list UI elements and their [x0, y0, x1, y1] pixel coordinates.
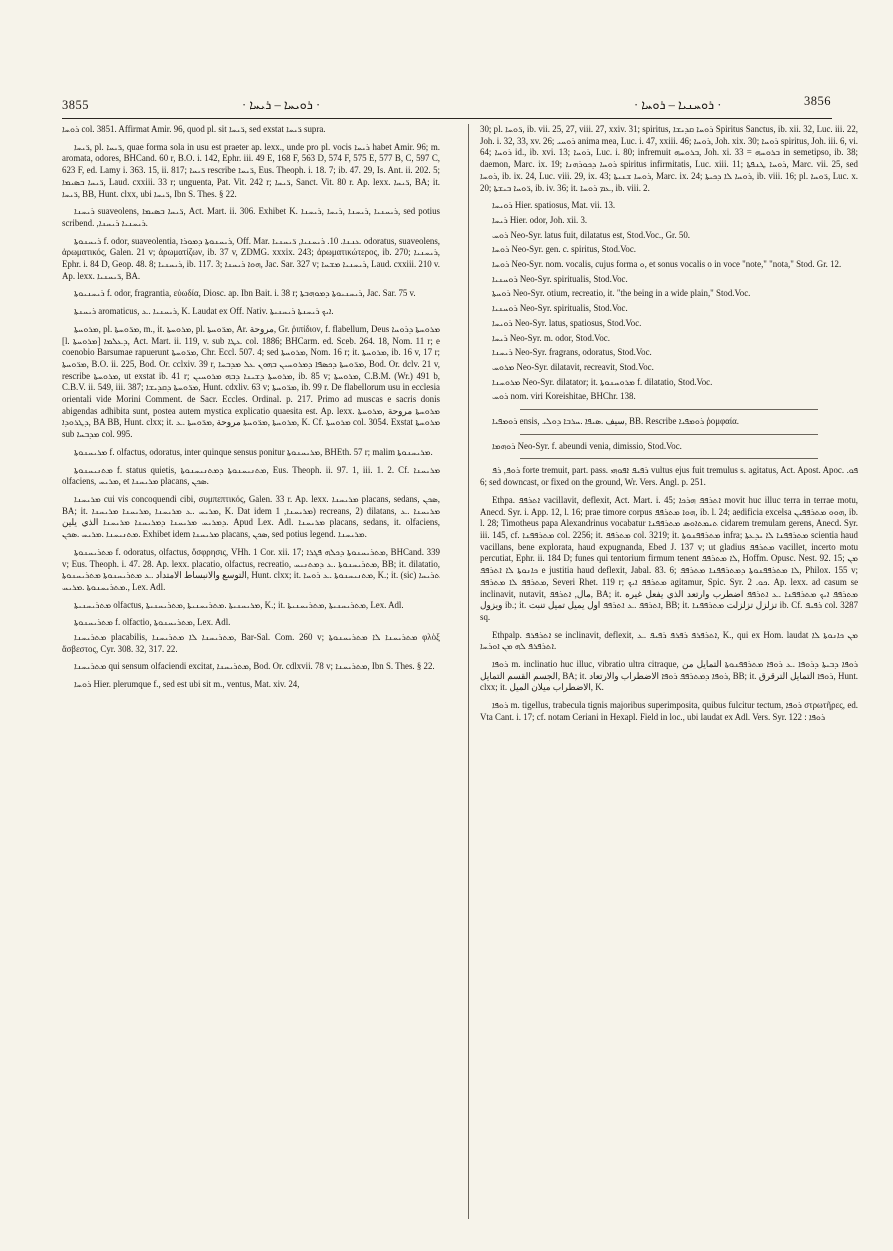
- entry: ܪܘܝܚܐ Hier. spatiosus, Mat. vii. 13.: [492, 200, 616, 211]
- running-title-left: · ܪܘܝܚܐ – ܪܝܚܐ ·: [242, 98, 321, 112]
- entry: ܡܬܪܝܚܢܐ qui sensum olfaciendi excitat, ܡܬܪܝܚܢܐ, Bod. Or. cdlxvii. 78 v; ܡܬܪܝܚܢܐ, Ibn S. Thes. § 22.: [74, 661, 435, 672]
- entry: ܪܘܚ Neo-Syr. latus fuit, dilatatus est, Stod.Voc., Gr. 50.: [492, 229, 690, 240]
- entry: ܪܘܚܢܝܐ Neo-Syr. spiritualis, Stod.Voc.: [492, 273, 628, 284]
- right-column: [480, 124, 858, 730]
- running-title-right: · ܪܘܚܢܝܐ – ܪܘܚܐ ·: [634, 98, 722, 112]
- page-number-right: 3856: [804, 94, 831, 108]
- entry: ܡܪܘܚܬܐ, pl. ܡܪ̈ܘܚܬܐ, m., it. ܡܪܘܚܬܐ, pl. ܡܪ̈ܘܚܬܐ, Ar. مروحة, Gr. ῥιπίδιον, f. flabellum, Deus ܡܪܘܚܬܐ ܕܪܘܚܐ [l. ܡܪܘܚܬܐ] ܕܥܠܡܐ, Act. Mart. ii. 119, v. sub ܥܛܐ col. 1886; BHCarm. ed. Sceb. 264. 18, Nom. 11 r; e coenobio Barsumae rapuerunt ܡܪ̈ܘܚܬܐ, Chr. Eccl. 507. 4; sed ܡܪܘܚܬܐ, Nom. 16 r; it. ܡܪܘܚܬܐ, ib. 16 v, 17 r; ܡܪ̈ܘܚܬܐ, B.O. ii. 225, Bod. Or. cclxiv. 39 r, ܡܪ̈ܘܚܬܐ ܕܟܣܦܐ ܕܡܪܘܚܝܢ ܒܗܘܢ ܥܠ ܡܕܒܚܐ, Bod. Or. dclv. 21 v, rescribe ܡܪܘܚܬܐ, ut exstat ib. 41 r; ܡܪܘܚܬܐ ܕܫܝܢܐ ܕܒܗ ܡܪܘܚܝܢ, ib. 85 v; ܡܪܘܚܬܐ, C.B.M. (Wr.) 491 b, C.B.V. ii. 549, iii. 387; ܡܪ̈ܘܚܬܐ ܕܩܕܝܫܐ, Hunt. cdxliv. 63 v; ܡܪ̈ܘܚܬܐ, ib. 99 r. De flabellorum usu in ecclesia orientali vide Morini Comment. de Sacr. Eccles. Ordinal. p. 217. Primo ad muscas e sacris donis abigendas adhibita sunt, postea autem mystica explicatio quaesita est. Ap. lexx. ܡܪܘܚܬܐ مروحة ,ܡܪܘܚܬܐ ܕܛܪܘܕܐ, BA BB, Hunt. clxx; it. ܡܪܘܚܬܐ ,ܡܪ̈ܘܚܬܐ مروحة ,ܡܪ̈ܘܚܬܐ .ܥ, K. Cf. ܡܪܘܚܬܐ col. 3054. Exstat ܡܪܘܚܬܐ sub ܡܕܒܚܐ col. 995.: [62, 323, 441, 440]
- entry: ܪܝܚܐ Hier. odor, Joh. xii. 3.: [492, 214, 588, 225]
- entry: ܪܘܦܐ m. inclinatio huc illuc, vibratio ultra citraque, ܪܘܦܐ ܕܒܝܬܐ ܕܪܘܦܐ .ܥ ܪܘܦܐ ܡܬܪܦܦܢܘܬܐ التمايل من الجسم القسم التمايل, BA; it. ܪܘܦܐ ܕܡܬܪܦܦ ܪܘܦܐ الاضطراب والارتعاد, BB; it. ܪܘܦܐ التمايل الترقرق, Hunt. clxx; it. الاضطراب ميلان الميل, K.: [480, 659, 858, 693]
- column-divider: [468, 124, 469, 1219]
- entry: ܪ̈ܝܚܐ, pl. ܪ̈ܝܚܐ, quae forma sola in usu est praeter ap. lexx., unde pro pl. vocis ܪܝܚܐ habet Amir. 96; m. aromata, odores, BHCand. 60 r, B.O. i. 142, Ephr. iii. 49 E, 168 F, 563 D, 574 F, 575 E, 577 B, C, 597 C, 623 F, ed. Lamy i. 363. 15, ii. 817; ܪ̈ܝܚܐ rescribe ܪ̈ܝܚܐ, Eus. Theoph. i. 18. 7; ib. 47. 29, Is. Ant. ii. 202. 5; ܪ̈ܝܚܐ ܒܣܝܡܐ, Laud. cxxiii. 33 r; unguenta, Pat. Vit. 242 r; ܪ̈ܝܚܐ, Sanct. Vit. 80 r. Ap. lexx. ܪ̈ܝܚܐ, BA; it. ܪ̈ܝܚܐ, BB, Hunt. clxx, ubi ܪ̈ܝܚܐ, Ibn S. Thes. § 22.: [62, 141, 441, 199]
- entry: ܡܬܪܝܚܢܘܬܐ f. olfactio, ܡܬܪܝܚܢܘܬܐ, Lex. Adl.: [74, 617, 231, 628]
- entry: ܪܘܚܐ Neo-Syr. nom. vocalis, cujus forma ܘ, et sonus vocalis o in voce "note," "nota," Stod. Gr. 12.: [492, 259, 842, 270]
- entry: ܡܪܘܚ Neo-Syr. dilatavit, recreavit, Stod.Voc.: [492, 361, 654, 372]
- entry: ܡܪܝܚܢܘܬܐ f. olfactus, odoratus, inter quinque sensus ponitur ܡܪܝܚܢܘܬܐ, BHEth. 57 r; malim ܡܪܝܚܢܘܬܐ.: [74, 446, 433, 457]
- section-rule: [520, 434, 818, 435]
- entry: Ethpalp. ܐܬܪܦܪܦ se inclinavit, deflexit, ܐܬܪܦܪܦ ܪܦܪܦ ܪܦܝܦ .ܥ, K., qui ex Hom. laudat ܡܢ ܟܐܢܘܬܐ ܠܐ ܐܬܪܦܪܦ ܠܗ ܡܢ ܐܘܪܚܐ.: [480, 629, 858, 652]
- entry: ܪܘܚܢܝܐ Neo-Syr. spiritualis, Stod.Voc.: [492, 303, 628, 314]
- section-rule: [520, 409, 818, 410]
- entry: ܪܘܚܐ Hier. plerumque f., sed est ubi sit m., ventus, Mat. xiv. 24,: [74, 679, 300, 690]
- left-column: [62, 124, 440, 697]
- entry: ܪܝܚܢܐ Neo-Syr. fragrans, odoratus, Stod.Voc.: [492, 347, 652, 358]
- entry: ܪܝܚܢܝܘܬܐ f. odor, fragrantia, εὐωδία, Diosc. ap. Ibn Bait. i. 38 r; ܪܝܚܢܝܘܬܐ ܕܡܘܗܒܬܐ, Jac. Sar. 75 v.: [74, 288, 416, 299]
- entry: 30; pl. ܪ̈ܘܚܐ, ib. vii. 25, 27, viii. 27, xxiv. 31; spiritus, ܪܘܚܐ ܩܕܝܫܐ Spiritus Sanctus, ib. xii. 32, Luc. iii. 22, Joh. i. 32, 33, xv. 26; ܪܘܚܝ anima mea, Luc. i. 47, xxiii. 46; ܪܘܚܐ, Joh. xix. 30; ܪܘܚܐ spiritus, Joh. iii. 6, vi. 64; ܪܘܚܐ id., ib. xvi. 13; ܪܘܚܐ, Luc. i. 80; infremuit ܒܪܘܚܗ, Joh. xi. 33 = ܒܪܘܚܗ in semetipso, ib. 38; daemon, Marc. ix. 19; ܪܘܚܐ ܕܟܘܪܗܢܐ spiritus infirmitatis, Luc. xiii. 11; ܪܘܚܐ ܛܢܦܬܐ, Marc. vii. 25, sed ܪܘܚܐ, ib. ix. 24, Luc. viii. 29, ix. 43; ܪܘܚܐ ܫܢܝܬܐ, Marc. ix. 24; ܪܘܚܐ ܠܐ ܕܟܝܬܐ, ib. viii. 16; pl. ܪ̈ܘܚܐ, Luc. x. 20; ܪ̈ܘܚܐ ܒܝܫܬܐ, ib. iv. 36; it. ܥܡ ܪܘܚܐ, ib. viii. 2.: [480, 124, 858, 193]
- entry: ܪܘܦ, ܪܦ forte tremuit, part. pass. ܪܦܝܦ ܐܦܘܗܝ vultus ejus fuit tremulus s. agitatus, Act. Apost. Apoc. ܦܘ. 6; sed downcast, or fixed on the ground, Wr. Vers. Angl. p. 251.: [480, 465, 858, 488]
- entry: ܪܘܝܚܐ Neo-Syr. latus, spatiosus, Stod.Voc.: [492, 317, 642, 328]
- entry: ܡܬܪܝܚܢܘܬܐ f. odoratus, olfactus, ὄσφρησις, VHh. 1 Cor. xii. 17; ܡܬܪܝܚܢܘܬܐ ܕܟܠܗ ܦܓܪܐ, BHCand. 339 v; Eus. Theoph. i. 47. 28. Ap. lexx. placatio, olfactus, recreatio, ܡܬܪܝܚܢܘܬܐ .ܥ ܕܡܬܢܝܚ, BB; it. dilatatio, التوسع والانبساط الامتداد .ܥ ܡܬܪܝܚܢܘܬܐ ܡܬܪܝܚܢܘܬܐ, Hunt. clxx; it. ܡܬܢܝܚܢܘܬܐ .ܥ ܪܘܚܐ, K.; it. (sic) ܬܪܝܚܐ .ܡܬܪܝܚܢܘܬܐ .ܡܪܝܚ, Lex. Adl.: [62, 546, 440, 592]
- entry: ܡܪܝܚܢܐ cui vis concoquendi cibi, συμπεπτικός, Galen. 33 r. Ap. lexx. ܡܪܝܚܢܐ placans, sedans, ܣܟܢ, BA; it. ܡܪܝܚ .ܥ ܡܪܝܚܢܐ ,ܡܪܝܚܢܐ ܡܪܝܚܢܐ, K. Dat idem ܡܪܝܚܢܐ, 1) recreans, 2) dilatans, ܡܪܝܚܢܐ .ܥ ܕܡܪܝܚ ܡܪܝܚܢܐ ܕܡܪܝܚܢܐ ܡܪܝܚܢܐ الذي يلين. Apud Lex. Adl. ܡܪܝܚܢܐ placans, sedans, it. olfaciens, ܡܬܢܝܚܢܐ .ܡܪܝܚ .ܣܟܢ. Exhibet idem ܡܪܝܚܢܐ placans, ܣܟܢ, sed potius legend. ܡܪܝܚܢܐ.: [62, 493, 440, 540]
- entry: ܪܝܚܢܘܬܐ f. odor, suaveolentia, ܪܝܚܢܘܬܐ ܕܡܘܪܐ, Off. Mar. ܥܢܢܐ. 10. ܪܝܚܢܝܐ, ܪ̈ܝܚܢܝܐ odoratus, suaveolens, ἀρωματικός, Galen. 21 v; ἀρωματίζων, ib. 37 v, ZDMG. xxxix. 243; ἀρωματικώτερος, ib. 270; ܪܝܚܢܝܐ, Ephr. i. 84 D, Geop. 48. 8; ܪܝܚܢܝܐ, ib. 117. 3; ܗܘܐ ܪܝܚܢܐ, Jac. Sar. 327 v; ܪܝܚܢܝܐ ܡܫܚܐ, Laud. cxxiii. 210 v. Ap. lexx. ܪ̈ܝܚܢܝܐ, BA.: [62, 235, 441, 281]
- entry: ܡܬܢܝܚܢܘܬܐ f. status quietis, ܡܬܢܝܚܢܘܬܐ ܕܡܬܢܝܚܢܘܬܐ, Eus. Theoph. ii. 97. 1, iii. 1. 2. Cf. ܡܪܝܚܢܐ olfaciens, ܡܪܝܚ, et ܡܪܝܚܢܐ placans, ܣܟܢ.: [62, 464, 441, 487]
- entry: ܡܬܪܝܚܢܝܬܐ olfactus, ܡܪܝܚܢܝܬܐ .ܡܬܪܝܚܢܝܬܐ ,ܡܬܪܝܚܢܝܬܐ, K.; it. ܡܬܪܝܚܢܝܬܐ ,ܡܬܪܝܚܢܝܬܐ, Lex. Adl.: [74, 599, 404, 610]
- entry: ܪܘܚܐ Neo-Syr. gen. c. spiritus, Stod.Voc.: [492, 244, 637, 255]
- entry: ܡܪܘܚܢܐ Neo-Syr. dilatator; it. ܡܪܘܚܢܘܬܐ f. dilatatio, Stod.Voc.: [492, 376, 713, 387]
- entry: ܪܘܗܡܐ Neo-Syr. f. abeundi venia, dimissio, Stod.Voc.: [492, 440, 682, 451]
- entry: ܪܘܦܐ m. tigellus, trabecula tignis majoribus superimposita, quibus fulcitur tectum, ܪܘܦܐ στρωτῆρες, ed. Vta Cant. i. 17; cf. notam Ceriani in Hexapl. Field in loc., ubi laudat ex Adl. Vers. Syr. 122 : ܪܘܦܐ: [480, 700, 858, 722]
- entry: Ethpa. ܐܬܪܦܦ vacillavit, deflexit, Act. Mart. i. 45; ܐܬܪܦܦ ܗܪܟܐ movit huc illuc terra in terrae motu, Anecd. Syr. i. App. 12, l. 16; prae timore corpus ܗܘܐ ܡܬܪܦܦ, ib. l. 24; aedificia excelsa ܗܘܘ ܡܬܪܦܦܝܢ, ib. l. 28; Timotheus papa Alexandrinus vocabatur ܬܝܡܬܐܘܣ ܡܬܪܦܦܢܐ cidarem tremulam gerens, Anecd. Syr. iii. 145, cf. ܡܬܪܦܦܢܐ col. 2256; it. ܡܬܪܦܦ col. 3219; it. ܡܬܪܦܦܢܘܬܐ infra; ܡܬܪܦܦܢܐ ܠܐ ܝܕܥܬܐ scientia haud vacillans, bene explorata, haud expugnanda, Ebed J. 137 v; ut gladius ܡܬܪܦܦ vacillet, incerto motu percutiat, Ephr. ii. 184 D; funes qui tentorium firmum tenent ܠܐ ܡܬܪܦܦ, Hoffm. Opusc. Nest. 92. 15; ܡܢ ܟܐܢܘܬܐ ܠܐ ܐܬܪܦܦ e justitia haud deflexit, Jabal. 83. 6; ܠܐ ܡܬܪܦܦܢܘܬܐ ܕܡܬܪܦܦܢܐ ܡܬܪܦܦ, Philox. 155 v; ܡܬܪܦܦ ܠܐ ܡܬܪܦܦ, Severi Rhet. 119 r; ܡܬܪܦܦ ܐܝܟ agitamur, Spic. Syr. ܟܘ. 2. Ap. lexx. ad casum se inclinavit, nutavit, مال, ܐܬܪܦܦ, BA; it. ܡܬܪܦܦ ܐܝܟ ܡܬܪܦܦܢܐ .ܥ ܐܬܪܦܦ اضطرب وارتعد الذي يفعل غيره ويزول ib.; it. ܐܬܪܦܦ .ܥ ܐܬܪܦܦ اول يميل تميل تنبت, BB; it. تزلزل تزلزلت ܡܬܪܦܦܢܐ ib. Cf. ܪܦܝܦ col. 3287 sq.: [480, 494, 859, 622]
- entry: ܡܬܪܝܚܢܐ placabilis, ܡܬܪܝܚܢܐ ܠܐ ܡܬܪܝܚܢܐ, Bar-Sal. Com. 260 v; ܡܬܪܝܚܢܐ ܠܐ ܡܬܪܝܚܢܘܬܐ φλὸξ ἄσβεστος, Cyr. 308. 32, 317. 22.: [62, 632, 440, 654]
- entry: ܪܘܚܐ col. 3851. Affirmat Amir. 96, quod pl. sit ܪ̈ܝܚܐ, sed exstat ܪ̈ܝܚܐ supra.: [62, 124, 326, 134]
- header-rule: [62, 118, 832, 119]
- entry: ܪܘܚܬܐ Neo-Syr. otium, recreatio, it. "the being in a wide plain," Stod.Voc.: [492, 288, 751, 299]
- entry: ܪܘܚ nom. viri Koreishitae, BHChr. 138.: [492, 391, 636, 402]
- entry: ܪܝܚܢܐ suaveolens, ܪ̈ܝܚܐ ܒܣܝܡܐ, Act. Mart. ii. 306. Exhibet K. ܪܝܚܢܝܐ ,ܪܝܚܢܐ ,ܪܝܚܐ ,ܪܝܚܢܐ, sed potius scribend. ,ܪܝܚܢܝܐ ܪܝܚܢܐ.: [62, 206, 440, 228]
- entry: ܪܝܚܢܬܐ aromaticus, ܪܝܚܢܝܐ .ܥ, K. Laudat ex Off. Nativ. ܐܝܟ ܪܝܚܢܬܐ ܪܝܚܢܝܬܐ.: [74, 306, 334, 317]
- running-head: [62, 96, 831, 116]
- page-number-left: 3855: [62, 98, 89, 112]
- section-rule: [520, 458, 818, 459]
- entry: ܪܝܚܐ Neo-Syr. m. odor, Stod.Voc.: [492, 332, 610, 343]
- entry: ܪܘܡܦܝܐ ensis, سيف .ܣܝܦܐ .ܚܪܒܐ ܕܘܠܝ, BB. Rescribe ܪܘܡܦܝܐ ῥομφαία.: [492, 416, 739, 427]
